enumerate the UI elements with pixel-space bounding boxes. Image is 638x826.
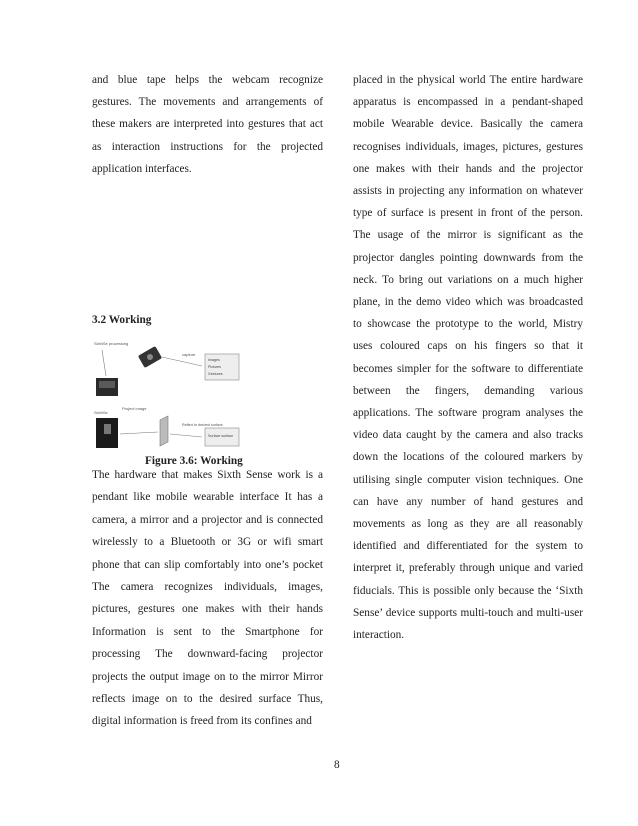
paragraph: and blue tape helps the webcam recognize gestures. The movements and arrangements of these makers are interpreted into gestures that act as interaction instructions for the projected application interfaces. (92, 74, 323, 175)
figure-label-sixthsense: SixthSe (94, 410, 108, 415)
section-heading: 3.2 Working (92, 314, 152, 326)
surface-label: Surface surface (208, 434, 234, 438)
output-label: Gestures (208, 372, 223, 376)
figure-label-reflect: Reflect to desired surface (182, 423, 223, 427)
figure-caption: Figure 3.6: Working (145, 455, 243, 467)
right-column-paragraph: placed in the physical world The entire hardware apparatus is encompassed in a pendant-shaped mobile Wearable device. Basically the camera recognises individuals, images, pictures, gestures one makes with their hands and the projector assists in projecting any information on whatever type of surface is present in front of the person. The usage of the mirror is significant as the projector dangles pointing downwards from the neck. To bring out variations on a much higher plane, in the demo video which was broadcasted to showcase the prototype to the world, Mistry uses coloured caps on his fingers so that it becomes simpler for the software to differentiate between the fingers, demanding various applications. The software program analyses the video data caught by the camera and also tracks down the locations of the coloured markers by utilising single computer vision techniques. One can have any number of hand gestures and movements as long as they are all reasonably identified and differentiated for the system to interpret it, preferably through unique and varied fiducials. This is possible only because the ‘Sixth Sense’ device supports multi-touch and multi-user interaction. (353, 74, 583, 642)
output-label: Images (208, 358, 220, 362)
figure-label-project-image: Project image (122, 406, 147, 411)
page-number: 8 (334, 759, 340, 771)
working-figure (92, 338, 242, 456)
figure-label-processing: SixthSe processing (94, 341, 129, 346)
figure-label-capture: capture (182, 352, 196, 357)
output-label: Pictures (208, 365, 221, 369)
left-column-bottom-paragraph: The hardware that makes Sixth Sense work is a pendant like mobile wearable interface It has a camera, a mirror and a projector and is connected wirelessly to a Bluetooth or 3G or wifi smart phone that can slip comfortably into one’s pocket The camera recognizes individuals, images, pictures, gestures one makes with their hands Information is sent to the Smartphone for processing The downward-facing projector projects the output image on to the mirror Mirror reflects image on to the desired surface Thus, digital information is freed from its confines and (92, 469, 323, 728)
phone-image (138, 346, 162, 368)
working-diagram (92, 338, 242, 456)
left-column-top-paragraph (92, 69, 323, 180)
mirror-image (160, 416, 168, 446)
